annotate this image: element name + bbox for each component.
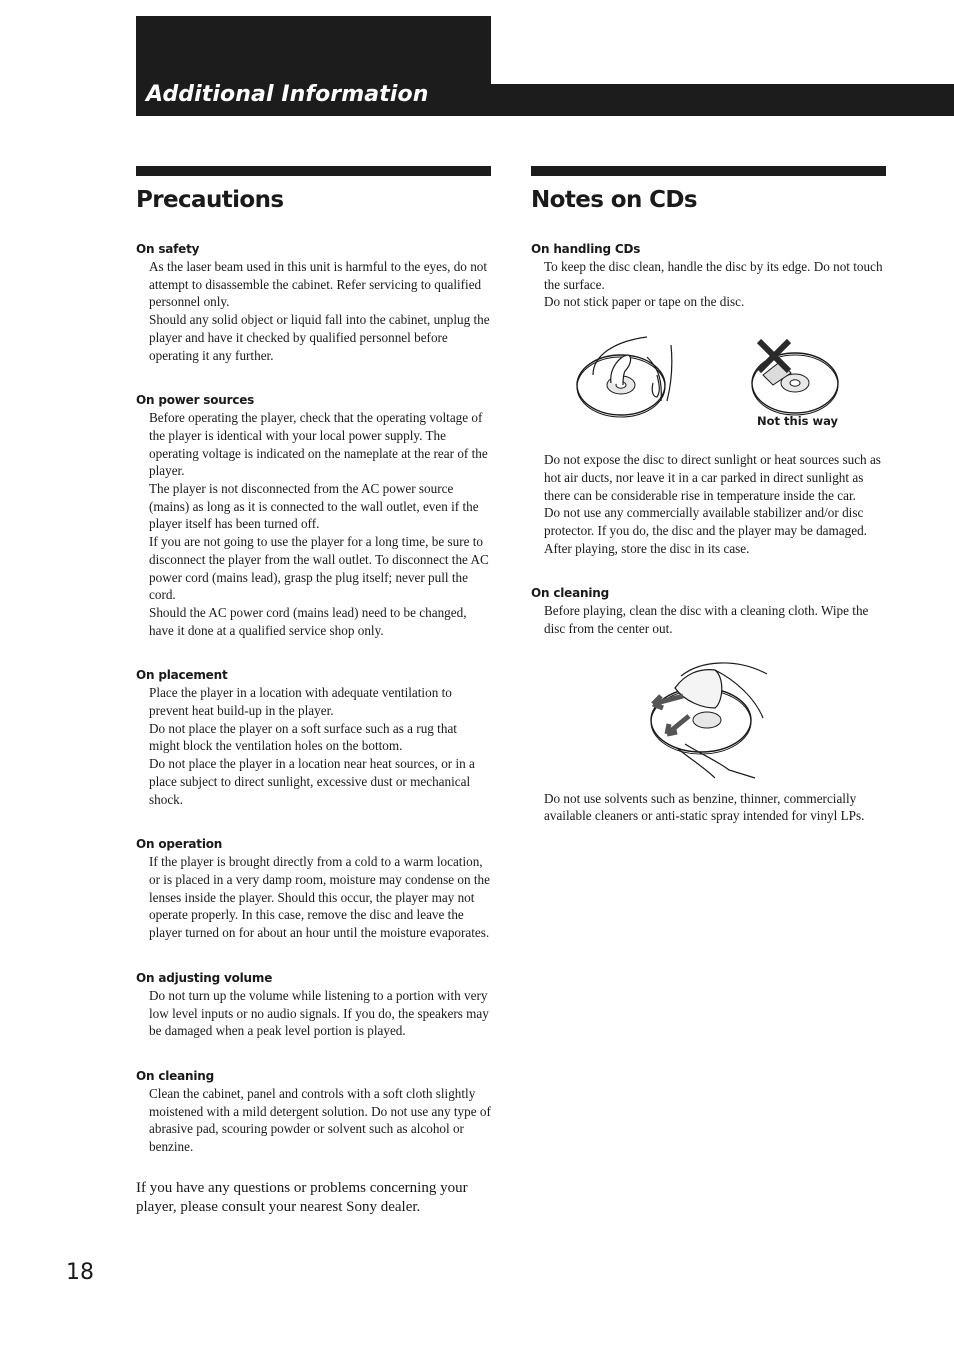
paragraph: Do not use any commercially available stabilizer and/or disc protector. If you do, the disc and the player may be damaged. xyxy=(544,505,867,538)
handling-section xyxy=(531,240,886,557)
section-heading: On handling CDs xyxy=(531,242,641,256)
disc-cleaning-section xyxy=(531,584,886,825)
page-number: 18 xyxy=(66,1260,94,1285)
hand-holding-disc-illustration xyxy=(575,335,685,421)
paragraph: Should the AC power cord (mains lead) need to be changed, have it done at a qualified service shop only. xyxy=(149,604,467,638)
paragraph: Do not expose the disc to direct sunlight or heat sources such as hot air ducts, nor leave it in a car parked in direct sunlight as there can be considerable rise in temperature inside the car. xyxy=(544,452,881,503)
not-this-way-illustration xyxy=(745,339,841,417)
paragraph: Do not place the player in a location near heat sources, or in a place subject to direct sunlight, excessive dust or mechanical shock. xyxy=(149,756,475,807)
paragraph: Should any solid object or liquid fall into the cabinet, unplug the player and have it checked by qualified personnel before operating it any further. xyxy=(149,312,490,363)
cleaning-section xyxy=(136,1067,491,1156)
placement-section xyxy=(136,666,491,808)
disc-handling-figure xyxy=(531,311,886,451)
paragraph: Place the player in a location with adequate ventilation to prevent heat build-up in the player. xyxy=(149,685,452,719)
section-title: Additional Information xyxy=(146,82,429,107)
closing-note: If you have any questions or problems concerning your player, please consult your nearest Sony dealer. xyxy=(136,1179,468,1216)
section-heading: On operation xyxy=(136,837,223,852)
precautions-column xyxy=(136,166,491,1218)
section-heading: On adjusting volume xyxy=(136,970,273,985)
precautions-title: Precautions xyxy=(136,187,284,213)
notes-on-cds-column xyxy=(531,166,886,825)
power-sources-section xyxy=(136,391,491,639)
paragraph: Clean the cabinet, panel and controls with a soft cloth slightly moistened with a mild detergent solution. Do not use any type of abrasive pad, scouring powder or solvent such as alcohol or benzine. xyxy=(149,1085,491,1155)
section-heading: On power sources xyxy=(136,393,255,408)
section-heading: On cleaning xyxy=(531,586,609,601)
operation-section xyxy=(136,835,491,942)
paragraph: Do not turn up the volume while listening to a portion with very low level inputs or no audio signals. If you do, the speakers may be damaged when a peak level portion is played. xyxy=(149,987,489,1039)
paragraph: As the laser beam used in this unit is harmful to the eyes, do not attempt to disassemble the cabinet. Refer servicing to qualified personnel only. xyxy=(149,259,488,310)
title-rule xyxy=(531,166,886,176)
paragraph: The player is not disconnected from the AC power source (mains) as long as it is connected to the wall outlet, even if the player itself has been turned off. xyxy=(149,481,479,532)
paragraph: Do not use solvents such as benzine, thinner, commercially available cleaners or anti-static spray intended for vinyl LPs. xyxy=(544,790,865,824)
section-heading: On cleaning xyxy=(136,1068,214,1083)
disc-cleaning-figure xyxy=(531,638,886,790)
header-bar xyxy=(491,84,954,116)
safety-section xyxy=(136,240,491,364)
section-heading: On placement xyxy=(136,668,228,683)
paragraph: If you are not going to use the player for a long time, be sure to disconnect the player from the wall outlet. To disconnect the AC power cord (mains lead), grasp the plug itself; never pull the cord. xyxy=(149,534,489,603)
paragraph: If the player is brought directly from a cold to a warm location, or is placed in a very damp room, moisture may condense on the lenses inside the player. Should this occur, the player may not operate properly. In this case, remove the disc and leave the player turned on for about an hour until the moisture evaporates. xyxy=(149,854,490,941)
notes-title: Notes on CDs xyxy=(531,187,697,213)
wiping-disc-illustration xyxy=(645,658,775,782)
paragraph: To keep the disc clean, handle the disc by its edge. Do not touch the surface. xyxy=(544,259,883,292)
title-rule xyxy=(136,166,491,176)
volume-section xyxy=(136,969,491,1040)
paragraph: After playing, store the disc in its case. xyxy=(544,540,750,556)
not-this-way-caption: Not this way xyxy=(757,414,839,429)
paragraph: Before playing, clean the disc with a cleaning cloth. Wipe the disc from the center out. xyxy=(544,603,869,637)
paragraph: Do not stick paper or tape on the disc. xyxy=(544,294,745,310)
paragraph: Do not place the player on a soft surface such as a rug that might block the ventilation holes on the bottom. xyxy=(149,720,457,754)
paragraph: Before operating the player, check that the operating voltage of the player is identical with your local power supply. The operating voltage is indicated on the nameplate at the rear of the player. xyxy=(149,410,488,479)
section-heading: On safety xyxy=(136,242,200,256)
